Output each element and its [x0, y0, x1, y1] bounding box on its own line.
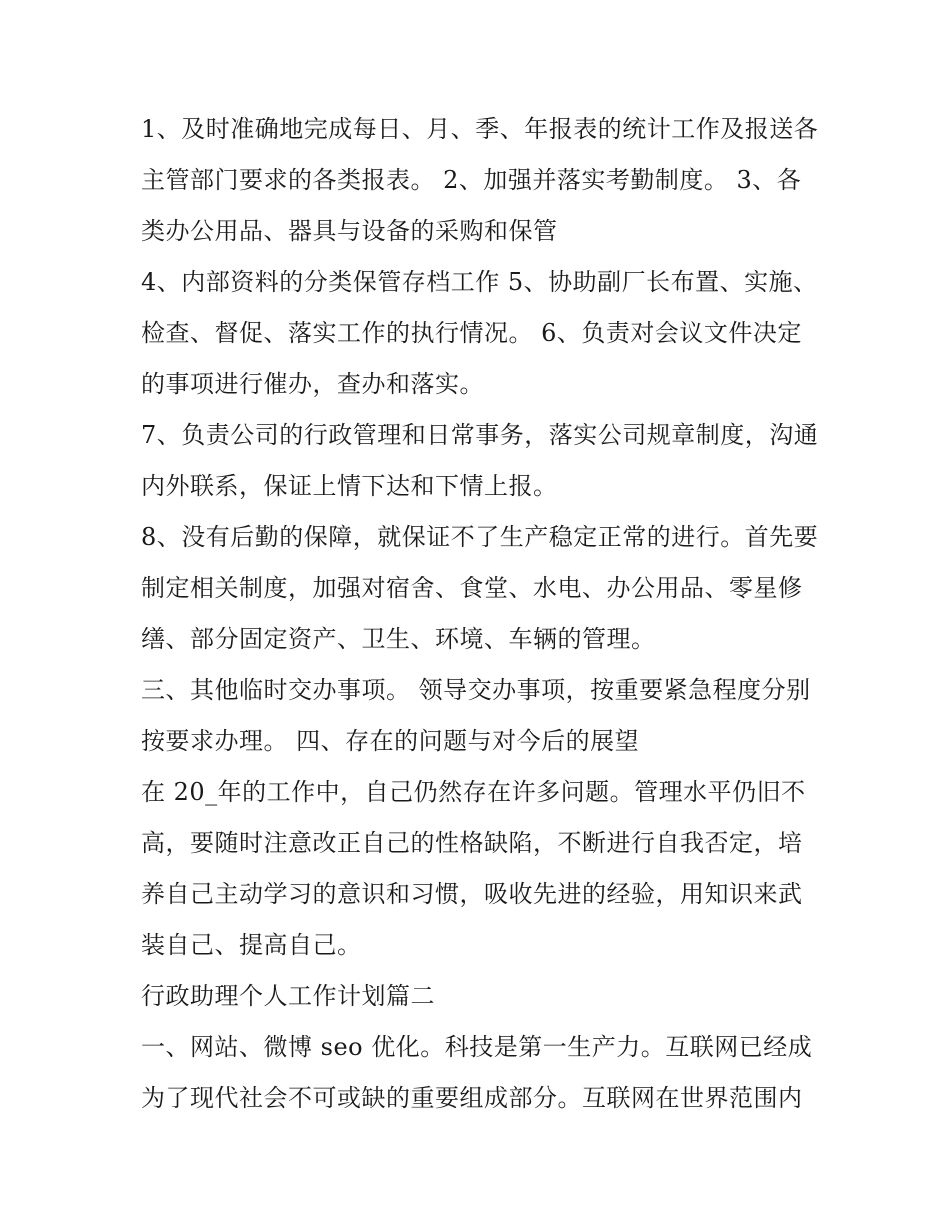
paragraph-problems: 在 20_年的工作中，自己仍然存在许多问题。管理水平仍旧不高，要随时注意改正自己的性格缺陷，不断进行自我否定，培养自己主动学习的意识和习惯，吸收先进的经验，用知识来武装自己、提高自己。: [141, 778, 806, 959]
paragraph-duty-8: 8、没有后勤的保障，就保证不了生产稳定正常的进行。首先要制定相关制度，加强对宿舍、食堂、水电、办公用品、零星修缮、部分固定资产、卫生、环境、车辆的管理。: [141, 523, 819, 653]
paragraph-duties-4-6: 4、内部资料的分类保管存档工作 5、协助副厂长布置、实施、检查、督促、落实工作的执行情况。 6、负责对会议文件决定的事项进行催办，查办和落实。: [141, 268, 818, 398]
section-heading-part-two: 行政助理个人工作计划篇二: [141, 982, 435, 1010]
paragraph-section-three-four: 三、其他临时交办事项。 领导交办事项，按重要紧急程度分别按要求办理。 四、存在的问题与对今后的展望: [141, 676, 811, 755]
paragraph-duty-7: 7、负责公司的行政管理和日常事务，落实公司规章制度，沟通内外联系，保证上情下达和下情上报。: [141, 421, 819, 500]
paragraph-seo: 一、网站、微博 seo 优化。科技是第一生产力。互联网已经成为了现代社会不可或缺的重要组成部分。互联网在世界范围内: [141, 1033, 813, 1112]
document-body: [141, 104, 821, 1124]
paragraph-duties-1-3: 1、及时准确地完成每日、月、季、年报表的统计工作及报送各主管部门要求的各类报表。 2、加强并落实考勤制度。 3、各类办公用品、器具与设备的采购和保管: [141, 115, 819, 245]
